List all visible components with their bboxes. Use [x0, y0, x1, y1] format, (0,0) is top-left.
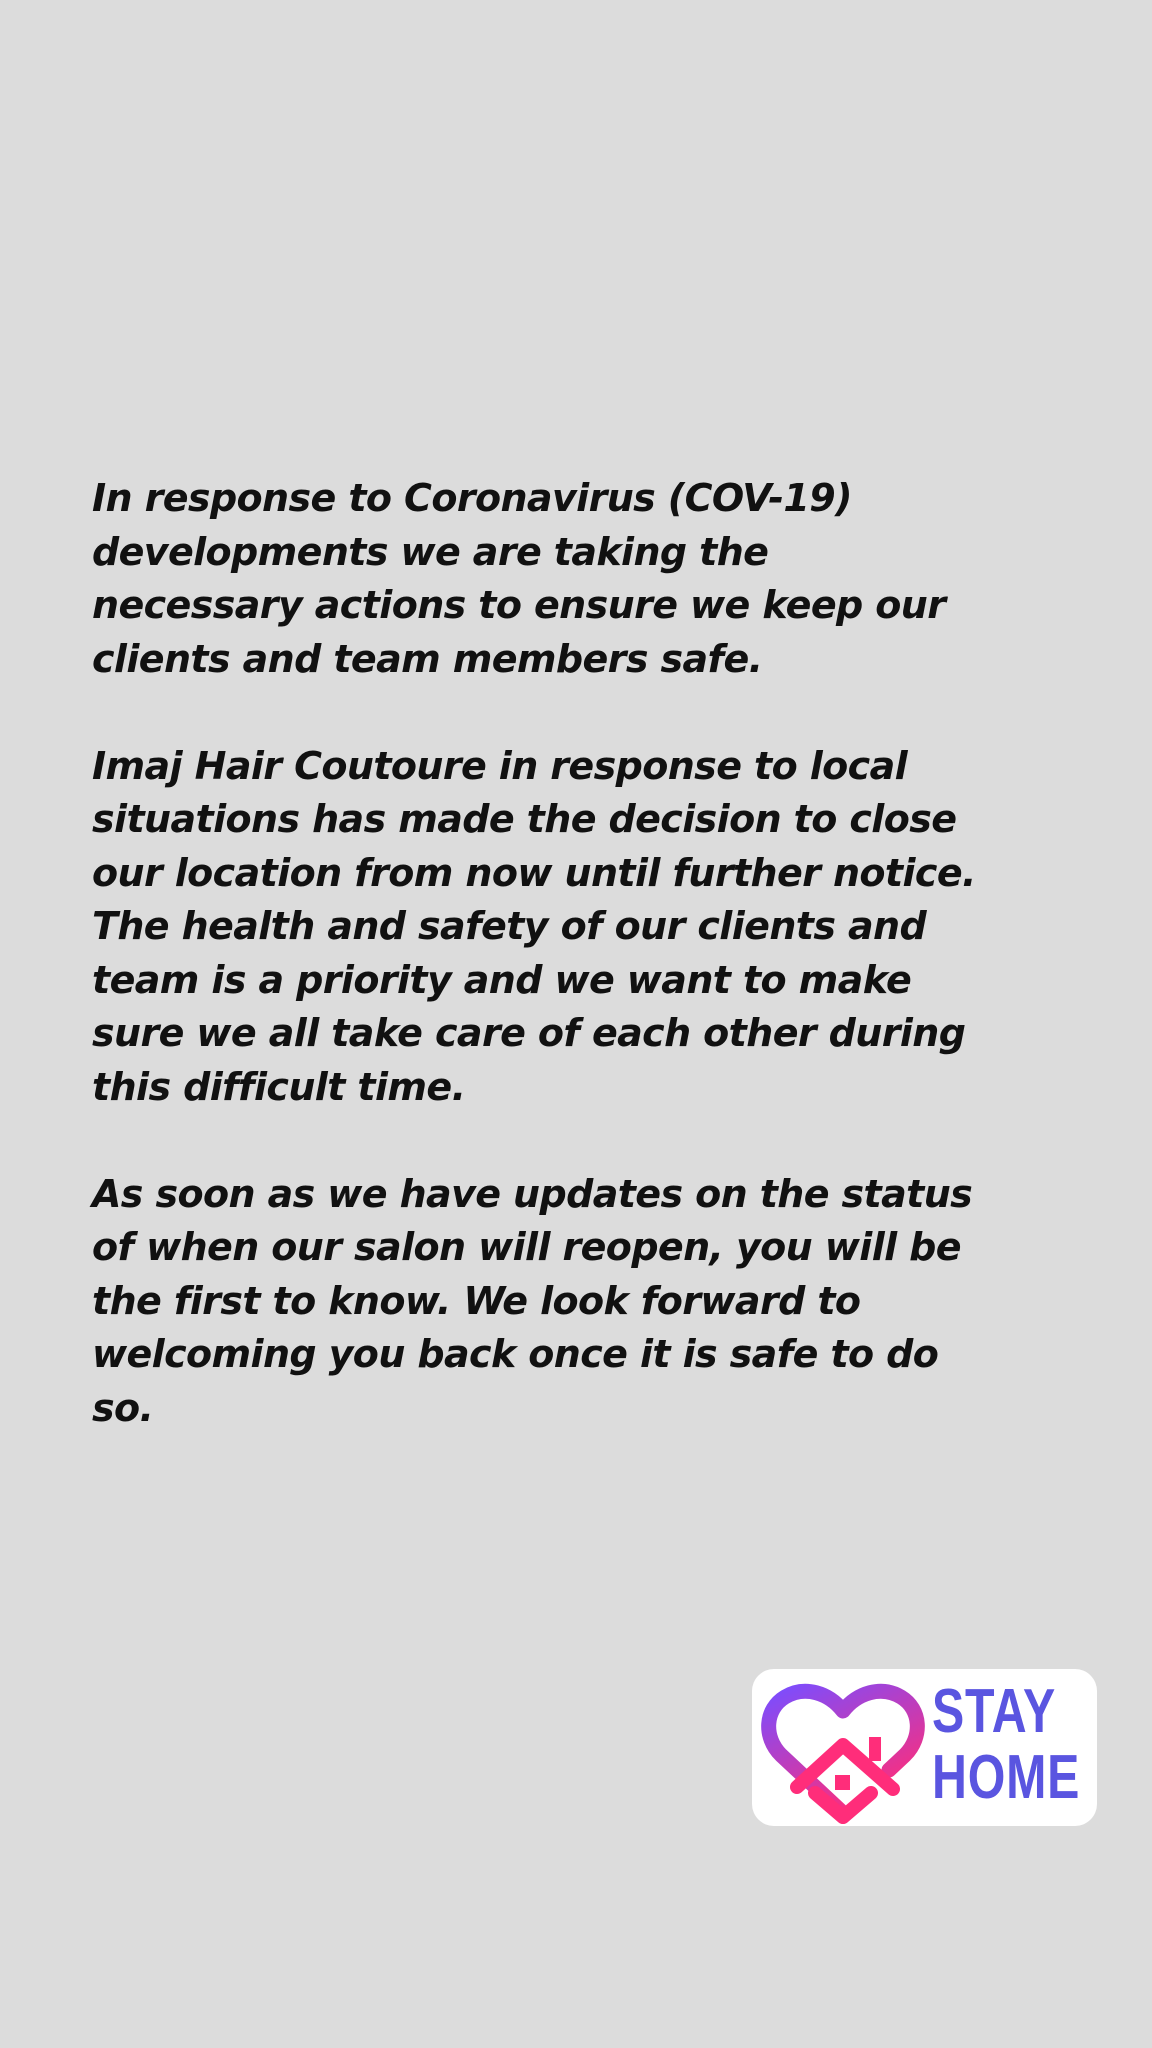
announcement-text	[92, 472, 1102, 1435]
sticker-line-stay: STAY	[932, 1677, 1057, 1746]
heart-house-icon	[757, 1675, 929, 1825]
stay-home-label	[932, 1677, 1081, 1812]
sticker-line-home: HOME	[932, 1743, 1081, 1812]
paragraph-covid-response: In response to Coronavirus (COV-19) developments we are taking the necessary actions to ensure we keep our clients and team members safe.	[92, 476, 946, 681]
stay-home-sticker[interactable]	[752, 1669, 1097, 1826]
paragraph-reopen-updates: As soon as we have updates on the status of when our salon will reopen, you will be the first to know. We look forward to welcoming you back once it is safe to do so.	[92, 1171, 973, 1430]
paragraph-closure-notice: Imaj Hair Coutoure in response to local situations has made the decision to close our location from now until further notice. The health and safety of our clients and team is a priority and we want to make sure we all take care of each other during this difficult time.	[92, 743, 976, 1109]
